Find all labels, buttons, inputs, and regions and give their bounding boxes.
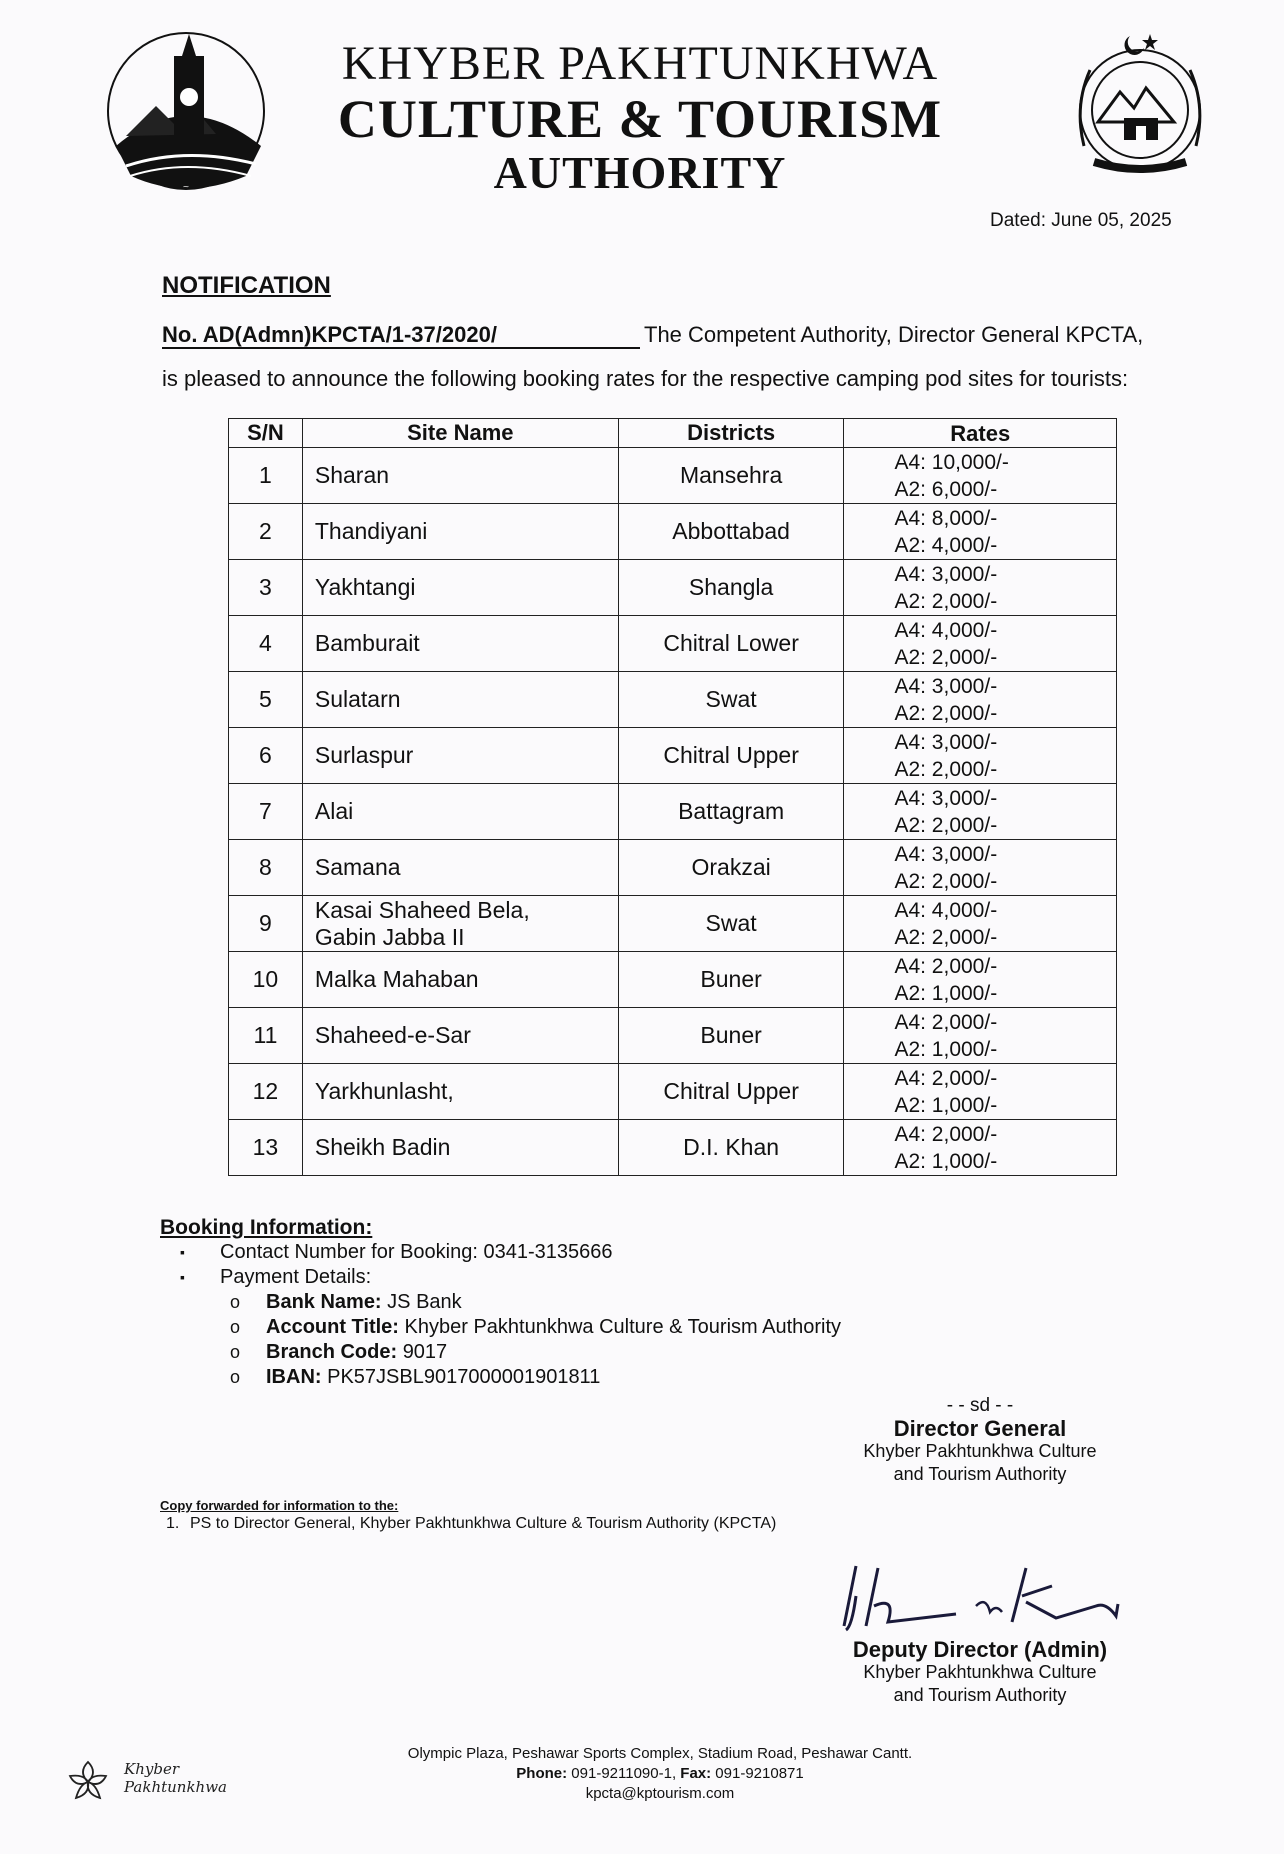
cell-district: Chitral Upper (618, 1064, 844, 1120)
director-org-line2: and Tourism Authority (893, 1464, 1067, 1484)
cell-site-name: Yarkhunlasht, (302, 1064, 618, 1120)
footer-address: Olympic Plaza, Peshawar Sports Complex, Stadium Road, Peshawar Cantt. (407, 1745, 913, 1762)
sd-mark: - - sd - - (946, 1395, 1014, 1416)
footer-phone-fax (300, 1764, 1020, 1784)
rate-a2: A2: 1,000/- (894, 1093, 998, 1117)
cell-rates (844, 616, 1117, 672)
rate-a4: A4: 3,000/- (894, 842, 998, 866)
cell-site-name: Yakhtangi (302, 560, 618, 616)
footer-email[interactable]: kpcta@kptourism.com (585, 1785, 735, 1802)
footer-logo-text (124, 1760, 227, 1796)
deputy-director-title: Deputy Director (Admin) (852, 1637, 1108, 1662)
copy-item-text: PS to Director General, Khyber Pakhtunkhwa Culture & Tourism Authority (KPCTA) (190, 1515, 777, 1532)
header-line-2: CULTURE & TOURISM (337, 89, 943, 149)
table-row (229, 1120, 1117, 1176)
director-org-line1: Khyber Pakhtunkhwa Culture (863, 1441, 1097, 1461)
booking-information (160, 1216, 1060, 1390)
rate-a4: A4: 3,000/- (894, 562, 998, 586)
table-row (229, 616, 1117, 672)
footer-logo-line1: Khyber (124, 1760, 179, 1778)
table-row (229, 1008, 1117, 1064)
rate-a2: A2: 2,000/- (894, 869, 998, 893)
cell-sn: 3 (229, 560, 303, 616)
iban-label: IBAN: (266, 1366, 322, 1388)
cell-district: Chitral Lower (618, 616, 844, 672)
rate-a2: A2: 2,000/- (894, 589, 998, 613)
cell-site-name: Shaheed-e-Sar (302, 1008, 618, 1064)
cell-site-name: Samana (302, 840, 618, 896)
svg-text:~: ~ (182, 182, 190, 191)
table-row (229, 840, 1117, 896)
reference-number: No. AD(Admn)KPCTA/1-37/2020/ (162, 323, 640, 349)
handwritten-signature-icon (826, 1556, 1136, 1636)
site-name-line2: Gabin Jabba II (314, 923, 465, 950)
cell-district: Chitral Upper (618, 728, 844, 784)
iban (160, 1365, 1060, 1390)
account-title-value: Khyber Pakhtunkhwa Culture & Tourism Authority (404, 1316, 842, 1338)
table-row (229, 1064, 1117, 1120)
rate-a2: A2: 1,000/- (894, 1149, 998, 1173)
cell-sn: 4 (229, 616, 303, 672)
notification-heading: NOTIFICATION (162, 272, 331, 299)
rate-a2: A2: 2,000/- (894, 701, 998, 725)
bank-name (160, 1290, 1060, 1315)
cell-sn: 12 (229, 1064, 303, 1120)
deputy-org-line1: Khyber Pakhtunkhwa Culture (863, 1662, 1097, 1682)
cell-sn: 2 (229, 504, 303, 560)
cell-district: Abbottabad (618, 504, 844, 560)
reference-line (162, 322, 1186, 349)
copy-item-number: 1. (166, 1515, 180, 1532)
cell-site-name (302, 896, 618, 952)
table-row (229, 728, 1117, 784)
cell-sn: 5 (229, 672, 303, 728)
rate-a4: A4: 2,000/- (894, 1010, 998, 1034)
cell-site-name: Alai (302, 784, 618, 840)
rate-a2: A2: 2,000/- (894, 813, 998, 837)
rate-a4: A4: 4,000/- (894, 898, 998, 922)
footer-contact (300, 1744, 1020, 1804)
dated-line: Dated: June 05, 2025 (990, 210, 1172, 231)
cell-site-name: Sulatarn (302, 672, 618, 728)
rate-a2: A2: 2,000/- (894, 645, 998, 669)
copy-forwarded (160, 1498, 776, 1533)
table-header-row (229, 419, 1117, 448)
booking-heading: Booking Information: (160, 1216, 373, 1239)
copy-heading: Copy forwarded for information to the: (160, 1498, 399, 1513)
cell-rates (844, 1120, 1117, 1176)
director-general-title: Director General (893, 1416, 1067, 1441)
government-seal-icon (1064, 26, 1216, 186)
bank-name-value: JS Bank (387, 1291, 462, 1313)
table-row (229, 784, 1117, 840)
cell-sn: 7 (229, 784, 303, 840)
cell-rates (844, 672, 1117, 728)
cell-district: Swat (618, 672, 844, 728)
account-title-label: Account Title: (266, 1316, 399, 1338)
cell-site-name: Thandiyani (302, 504, 618, 560)
rate-a4: A4: 10,000/- (894, 450, 1009, 474)
cell-sn: 1 (229, 448, 303, 504)
rate-a2: A2: 1,000/- (894, 1037, 998, 1061)
rate-a4: A4: 8,000/- (894, 506, 998, 530)
cell-district: D.I. Khan (618, 1120, 844, 1176)
rates-table (228, 418, 1117, 1176)
rate-a4: A4: 3,000/- (894, 730, 998, 754)
header-rates: Rates (844, 419, 1117, 448)
cell-rates (844, 784, 1117, 840)
cell-district: Shangla (618, 560, 844, 616)
rate-a2: A2: 1,000/- (894, 981, 998, 1005)
table-row (229, 672, 1117, 728)
cell-sn: 10 (229, 952, 303, 1008)
cell-sn: 13 (229, 1120, 303, 1176)
notification-text-part2: is pleased to announce the following booking rates for the respective camping pod sites for tourists: (162, 366, 1129, 391)
branch-code-value: 9017 (402, 1341, 448, 1363)
table-row (229, 448, 1117, 504)
header-sn: S/N (229, 419, 303, 448)
cell-rates (844, 728, 1117, 784)
notification-text-part1: The Competent Authority, Director General KPCTA, (644, 322, 1144, 347)
cell-rates (844, 840, 1117, 896)
cell-rates (844, 1064, 1117, 1120)
bank-name-label: Bank Name: (266, 1291, 382, 1313)
cell-district: Orakzai (618, 840, 844, 896)
header-line-1: KHYBER PAKHTUNKHWA (341, 37, 939, 90)
cell-rates (844, 504, 1117, 560)
branch-code (160, 1340, 1060, 1365)
cell-site-name: Bamburait (302, 616, 618, 672)
phone-value: 091-9211090-1, (571, 1765, 677, 1782)
cell-district: Swat (618, 896, 844, 952)
table-row (229, 504, 1117, 560)
cell-district: Buner (618, 952, 844, 1008)
rate-a4: A4: 4,000/- (894, 618, 998, 642)
table-row (229, 952, 1117, 1008)
footer-logo-line2: Pakhtunkhwa (124, 1778, 227, 1796)
iban-value: PK57JSBL9017000001901811 (327, 1366, 601, 1388)
director-general-block (840, 1394, 1120, 1486)
cell-rates (844, 1008, 1117, 1064)
header-site-name: Site Name (302, 419, 618, 448)
org-header (330, 38, 950, 198)
rate-a2: A2: 2,000/- (894, 757, 998, 781)
account-title (160, 1315, 1060, 1340)
cell-site-name: Sharan (302, 448, 618, 504)
cell-rates (844, 896, 1117, 952)
table-row (229, 896, 1117, 952)
header-districts: Districts (618, 419, 844, 448)
phone-label: Phone: (516, 1765, 568, 1782)
rate-a4: A4: 2,000/- (894, 1066, 998, 1090)
fax-value: 091-9210871 (715, 1765, 804, 1782)
table-row (229, 560, 1117, 616)
rate-a4: A4: 2,000/- (894, 1122, 998, 1146)
rate-a4: A4: 3,000/- (894, 674, 998, 698)
rate-a4: A4: 2,000/- (894, 954, 998, 978)
header-line-3: AUTHORITY (493, 147, 787, 198)
cell-sn: 11 (229, 1008, 303, 1064)
cell-sn: 9 (229, 896, 303, 952)
cell-rates (844, 560, 1117, 616)
cell-district: Battagram (618, 784, 844, 840)
cell-site-name: Sheikh Badin (302, 1120, 618, 1176)
site-name-line1: Kasai Shaheed Bela, (314, 896, 530, 923)
cell-rates (844, 952, 1117, 1008)
cell-district: Buner (618, 1008, 844, 1064)
copy-item (160, 1515, 776, 1533)
cell-sn: 8 (229, 840, 303, 896)
rate-a2: A2: 2,000/- (894, 925, 998, 949)
cell-site-name: Surlaspur (302, 728, 618, 784)
fax-label: Fax: (680, 1765, 712, 1782)
contact-number: ▪ Contact Number for Booking: 0341-3135666 (160, 1240, 1060, 1265)
cell-rates (844, 448, 1117, 504)
cell-sn: 6 (229, 728, 303, 784)
rate-a2: A2: 4,000/- (894, 533, 998, 557)
deputy-org-line2: and Tourism Authority (893, 1685, 1067, 1705)
kpcta-logo-icon (96, 26, 276, 196)
payment-details: ▪ Payment Details: (160, 1265, 1060, 1290)
rate-a2: A2: 6,000/- (894, 477, 998, 501)
cell-site-name: Malka Mahaban (302, 952, 618, 1008)
rate-a4: A4: 3,000/- (894, 786, 998, 810)
deputy-director-block (830, 1638, 1130, 1707)
branch-code-label: Branch Code: (266, 1341, 398, 1363)
cell-district: Mansehra (618, 448, 844, 504)
